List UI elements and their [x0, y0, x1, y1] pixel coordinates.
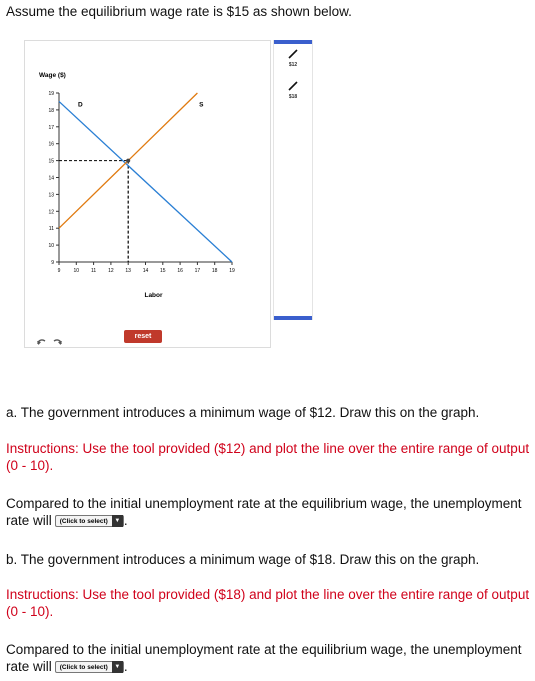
y-tick-label: 19	[48, 91, 54, 97]
toolbar-bottom-bar	[274, 316, 312, 320]
tool-label: $12	[288, 62, 298, 68]
intro-text: Assume the equilibrium wage rate is $15 as shown below.	[6, 4, 352, 19]
graph-panel[interactable]	[24, 40, 271, 348]
tool-min-wage-12[interactable]	[282, 48, 304, 68]
x-tick-label: 17	[194, 268, 201, 274]
x-tick-label: 18	[211, 268, 218, 274]
x-tick-label: 10	[73, 268, 80, 274]
y-tick-label: 9	[51, 260, 54, 266]
y-tick-label: 10	[48, 243, 54, 250]
y-tick-label: 11	[48, 226, 54, 233]
question-a-compare-text: Compared to the initial unemployment rate at the equilibrium wage, the unemployment rate will	[6, 496, 522, 528]
demand-curve	[59, 101, 232, 262]
tool-min-wage-18[interactable]	[282, 80, 304, 100]
question-b-instructions: Instructions: Use the tool provided ($18) and plot the line over the entire range of output (0 - 10).	[6, 587, 530, 619]
y-tick-label: 12	[48, 209, 54, 216]
y-tick-label: 13	[48, 192, 54, 199]
y-tick-label: 15	[48, 158, 54, 165]
y-tick-label: 14	[48, 175, 54, 182]
y-tick-label: 17	[48, 124, 54, 131]
select-label: (Click to select)	[59, 663, 108, 671]
reset-button[interactable]: reset	[124, 330, 162, 343]
line-tool-icon	[287, 80, 299, 92]
supply-demand-graph[interactable]	[25, 41, 270, 347]
question-a-instructions: Instructions: Use the tool provided ($12) and plot the line over the entire range of output (0 - 10).	[6, 441, 530, 473]
line-tool-icon	[287, 48, 299, 60]
x-tick-label: 13	[125, 268, 131, 274]
chevron-down-icon: ▼	[112, 515, 123, 527]
x-tick-label: 16	[177, 268, 183, 274]
question-a-select[interactable]	[55, 515, 124, 527]
tool-label: $18	[288, 94, 298, 100]
x-tick-label: 11	[90, 268, 97, 274]
x-tick-label: 15	[160, 268, 166, 274]
x-tick-label: 14	[142, 268, 149, 274]
question-b-select[interactable]	[55, 661, 124, 673]
redo-icon[interactable]	[52, 333, 63, 351]
supply-label: S	[199, 101, 204, 109]
equilibrium-point	[126, 159, 130, 163]
x-tick-label: 19	[229, 268, 235, 274]
y-tick-label: 18	[48, 107, 54, 114]
question-a-compare	[6, 495, 534, 529]
y-axis-title: Wage ($)	[39, 72, 66, 79]
x-axis-title: Labor	[144, 292, 163, 299]
question-b-compare	[6, 641, 534, 675]
chevron-down-icon: ▼	[112, 661, 123, 673]
toolbar-top-bar	[274, 40, 312, 44]
question-a-text: a. The government introduces a minimum wage of $12. Draw this on the graph.	[6, 405, 480, 420]
select-label: (Click to select)	[59, 517, 108, 525]
x-tick-label: 12	[108, 268, 114, 274]
question-a-suffix: .	[123, 513, 128, 528]
question-b-compare-text: Compared to the initial unemployment rate at the equilibrium wage, the unemployment rate will	[6, 642, 522, 674]
x-tick-label: 9	[57, 268, 61, 274]
demand-label: D	[78, 101, 83, 109]
undo-icon[interactable]	[36, 333, 47, 351]
question-b-text: b. The government introduces a minimum wage of $18. Draw this on the graph.	[6, 552, 480, 567]
question-b-suffix: .	[123, 659, 128, 674]
drawing-toolbar	[273, 40, 313, 320]
y-tick-label: 16	[48, 141, 54, 148]
